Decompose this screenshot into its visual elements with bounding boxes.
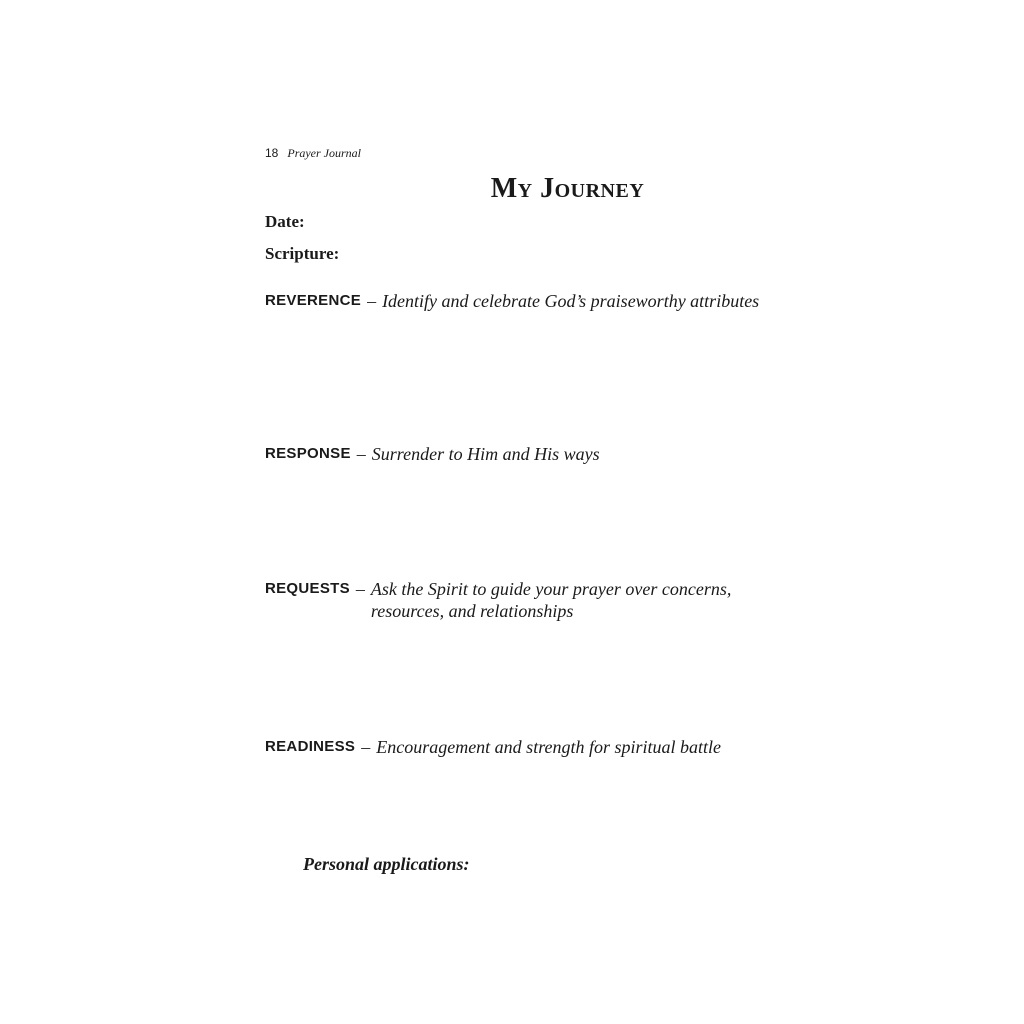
section-response — [265, 443, 865, 465]
section-requests — [265, 578, 865, 622]
page-number: 18 — [265, 146, 279, 160]
running-head — [265, 145, 361, 161]
section-dash: – — [367, 291, 377, 311]
date-label: Date: — [265, 212, 305, 231]
personal-applications-label: Personal applications: — [303, 854, 470, 874]
section-description: Surrender to Him and His ways — [371, 444, 600, 464]
section-dash: – — [356, 444, 366, 464]
section-heading: REQUESTS — [265, 580, 350, 597]
section-description: Ask the Spirit to guide your prayer over concerns, resources, and relationships — [370, 579, 732, 621]
page-title: My Journey — [490, 173, 645, 204]
scripture-label: Scripture: — [265, 244, 340, 263]
section-dash: – — [361, 737, 371, 757]
section-reverence — [265, 290, 865, 312]
section-heading: REVERENCE — [265, 292, 362, 309]
section-heading: RESPONSE — [265, 445, 351, 462]
section-heading: READINESS — [265, 738, 356, 755]
section-readiness — [265, 736, 865, 758]
section-description: Identify and celebrate God’s praiseworthy attributes — [382, 291, 760, 311]
running-book-title: Prayer Journal — [287, 146, 362, 160]
section-description: Encouragement and strength for spiritual battle — [376, 737, 722, 757]
section-dash: – — [355, 579, 365, 599]
